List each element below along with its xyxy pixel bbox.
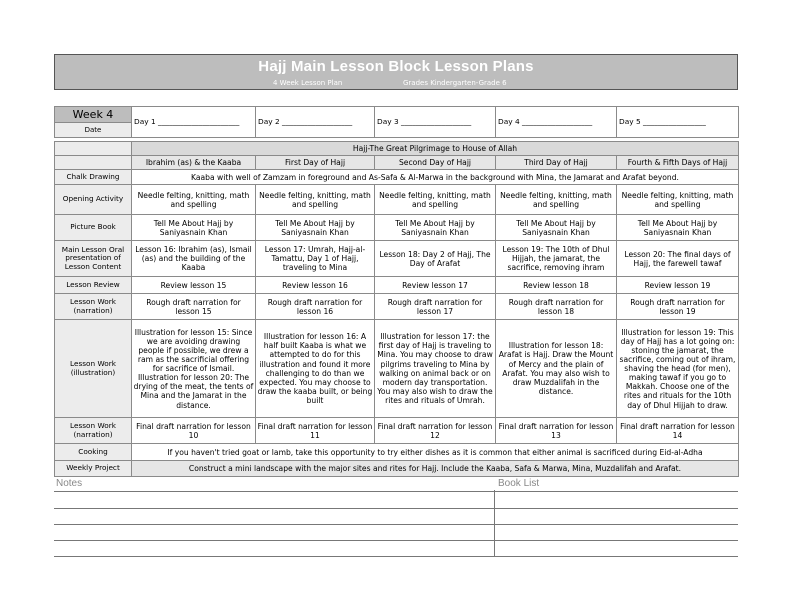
picture-book-day-3: Tell Me About Hajj by Saniyasnain Khan [375, 215, 496, 241]
week-row [55, 107, 739, 123]
lesson-review-day-5: Review lesson 19 [617, 277, 739, 294]
rough-draft-day-2: Rough draft narration for lesson 16 [256, 294, 375, 320]
chalk-drawing-row [55, 170, 739, 185]
blank-label-cell [55, 156, 132, 170]
lesson-work-final-label: Lesson Work (narration) [55, 418, 132, 444]
rough-draft-day-5: Rough draft narration for lesson 19 [617, 294, 739, 320]
main-lesson-day-3: Lesson 18: Day 2 of Hajj, The Day of Arafat [375, 241, 496, 277]
notes-line[interactable] [54, 540, 738, 541]
notes-line[interactable] [54, 556, 738, 557]
illustration-day-4: Illustration for lesson 18: Arafat is Hajj. Draw the Mount of Mercy and the plain of Arafat. You may also wish to draw Muzdalifah in the distance. [496, 320, 617, 418]
notes-booklist-divider [494, 490, 495, 556]
final-draft-day-3: Final draft narration for lesson 12 [375, 418, 496, 444]
book-list-heading: Book List [498, 478, 540, 489]
opening-activity-day-4: Needle felting, knitting, math and spelling [496, 185, 617, 215]
lesson-review-day-3: Review lesson 17 [375, 277, 496, 294]
picture-book-day-1: Tell Me About Hajj by Saniyasnain Khan [132, 215, 256, 241]
rough-draft-day-4: Rough draft narration for lesson 18 [496, 294, 617, 320]
illustration-day-2: Illustration for lesson 16: A half built Kaaba is what we attempted to do for this illustration and found it more challenging to do than we expected. You may choose to draw the kaaba built, or being built [256, 320, 375, 418]
chalk-drawing-label: Chalk Drawing [55, 170, 132, 185]
opening-activity-day-2: Needle felting, knitting, math and spelling [256, 185, 375, 215]
lesson-work-narration-label: Lesson Work (narration) [55, 294, 132, 320]
chalk-drawing-text: Kaaba with well of Zamzam in foreground and As-Safa & Al-Marwa in the background with Mina, the Jamarat and Arafat beyond. [132, 170, 739, 185]
final-draft-day-4: Final draft narration for lesson 13 [496, 418, 617, 444]
lesson-work-illustration-label: Lesson Work (illustration) [55, 320, 132, 418]
day-1-topic: Ibrahim (as) & the Kaaba [132, 156, 256, 170]
main-lesson-label: Main Lesson Oral presentation of Lesson Content [55, 241, 132, 277]
page-title: Hajj Main Lesson Block Lesson Plans [258, 58, 534, 75]
opening-activity-label: Opening Activity [55, 185, 132, 215]
cooking-row [55, 444, 739, 461]
header-banner [54, 54, 738, 90]
lesson-review-day-1: Review lesson 15 [132, 277, 256, 294]
day-5-date-field[interactable]: Day 5 _________________ [617, 107, 739, 138]
notes-section [54, 476, 738, 558]
cooking-label: Cooking [55, 444, 132, 461]
day-4-topic: Third Day of Hajj [496, 156, 617, 170]
lesson-plan-table [54, 106, 739, 477]
day-1-date-field[interactable]: Day 1 ______________________ [132, 107, 256, 138]
lesson-review-day-4: Review lesson 18 [496, 277, 617, 294]
banner-subtitle-plan: 4 Week Lesson Plan [273, 79, 343, 87]
final-draft-day-2: Final draft narration for lesson 11 [256, 418, 375, 444]
lesson-review-row [55, 277, 739, 294]
picture-book-day-5: Tell Me About Hajj by Saniyasnain Khan [617, 215, 739, 241]
day-2-topic: First Day of Hajj [256, 156, 375, 170]
opening-activity-row [55, 185, 739, 215]
rough-draft-day-3: Rough draft narration for lesson 17 [375, 294, 496, 320]
picture-book-day-4: Tell Me About Hajj by Saniyasnain Khan [496, 215, 617, 241]
opening-activity-day-5: Needle felting, knitting, math and spelling [617, 185, 739, 215]
main-lesson-row [55, 241, 739, 277]
block-title: Hajj-The Great Pilgrimage to House of Allah [132, 142, 739, 156]
block-title-row [55, 142, 739, 156]
cooking-text: If you haven't tried goat or lamb, take this opportunity to try either dishes as it is common that either animal is sacrificed during Eid-al-Adha [132, 444, 739, 461]
main-lesson-day-5: Lesson 20: The final days of Hajj, the farewell tawaf [617, 241, 739, 277]
opening-activity-day-1: Needle felting, knitting, math and spelling [132, 185, 256, 215]
day-2-date-field[interactable]: Day 2 ___________________ [256, 107, 375, 138]
picture-book-label: Picture Book [55, 215, 132, 241]
lesson-review-label: Lesson Review [55, 277, 132, 294]
lesson-work-final-row [55, 418, 739, 444]
day-topics-row [55, 156, 739, 170]
week-label: Week 4 [55, 107, 132, 123]
notes-heading: Notes [56, 478, 83, 489]
banner-subtitle-grades: Grades Kindergarten-Grade 6 [403, 79, 507, 87]
weekly-project-text: Construct a mini landscape with the major sites and rites for Hajj. Include the Kaaba, Safa & Marwa, Mina, Muzdalifah and Arafat. [132, 461, 739, 477]
lesson-work-narration-row [55, 294, 739, 320]
day-3-topic: Second Day of Hajj [375, 156, 496, 170]
notes-line[interactable] [54, 524, 738, 525]
main-lesson-day-4: Lesson 19: The 10th of Dhul Hijjah, the jamarat, the sacrifice, removing ihram [496, 241, 617, 277]
day-4-date-field[interactable]: Day 4 ___________________ [496, 107, 617, 138]
notes-line[interactable] [54, 508, 738, 509]
illustration-day-1: Illustration for lesson 15: Since we are avoiding drawing people if possible, we drew a ram as the sacrificial offering for sacrifice of Ismail. Illustration for lesson 20: The drying of the meat, the tents of Mina and the Jamarat in the distance. [132, 320, 256, 418]
main-lesson-day-2: Lesson 17: Umrah, Hajj-al-Tamattu, Day 1 of Hajj, traveling to Mina [256, 241, 375, 277]
lesson-review-day-2: Review lesson 16 [256, 277, 375, 294]
day-5-topic: Fourth & Fifth Days of Hajj [617, 156, 739, 170]
weekly-project-label: Weekly Project [55, 461, 132, 477]
date-label: Date [55, 123, 132, 138]
day-3-date-field[interactable]: Day 3 ___________________ [375, 107, 496, 138]
final-draft-day-5: Final draft narration for lesson 14 [617, 418, 739, 444]
rough-draft-day-1: Rough draft narration for lesson 15 [132, 294, 256, 320]
picture-book-day-2: Tell Me About Hajj by Saniyasnain Khan [256, 215, 375, 241]
illustration-day-5: Illustration for lesson 19: This day of Hajj has a lot going on: stoning the jamarat, the sacrifice, coming out of ihram, shaving the head (for men), making tawaf if you go to Makkah. Choose one of the rites and rituals for the 10th day of Dhul Hijjah to draw. [617, 320, 739, 418]
blank-label-cell [55, 142, 132, 156]
final-draft-day-1: Final draft narration for lesson 10 [132, 418, 256, 444]
main-lesson-day-1: Lesson 16: Ibrahim (as), Ismail (as) and the building of the Kaaba [132, 241, 256, 277]
lesson-work-illustration-row [55, 320, 739, 418]
picture-book-row [55, 215, 739, 241]
weekly-project-row [55, 461, 739, 477]
illustration-day-3: Illustration for lesson 17: the first day of Hajj is traveling to Mina. You may choose to draw pilgrims traveling to Mina by walking on animal back or on modern day transportation. You may also wish to draw the rites and rituals of Umrah. [375, 320, 496, 418]
notes-divider [54, 491, 738, 492]
opening-activity-day-3: Needle felting, knitting, math and spelling [375, 185, 496, 215]
